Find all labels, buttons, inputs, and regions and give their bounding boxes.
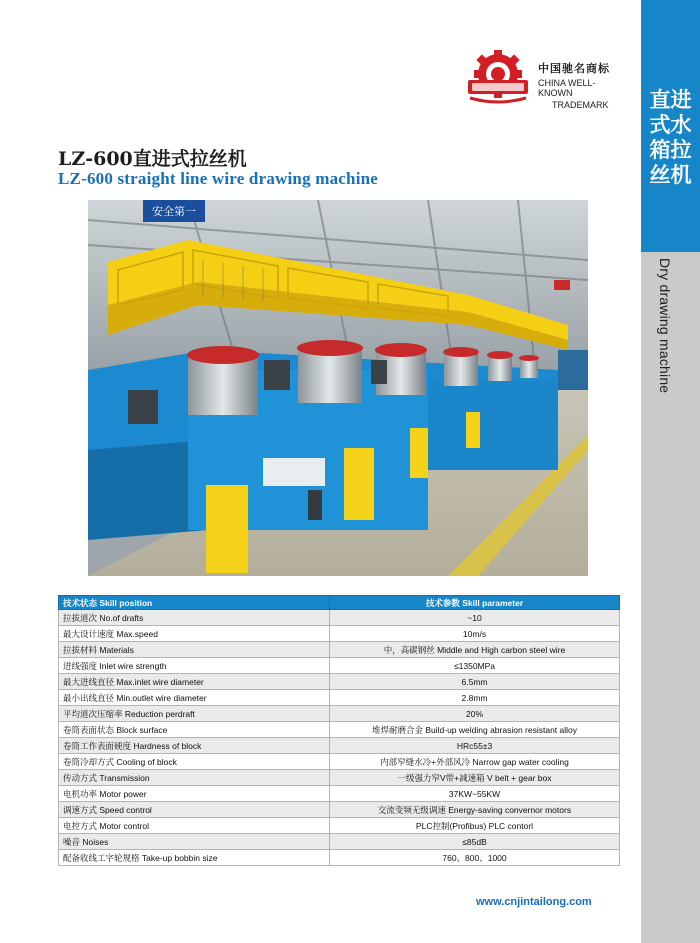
trademark-emblem-icon bbox=[466, 50, 530, 106]
side-title-cn: 直进式水箱拉丝机 bbox=[649, 88, 692, 187]
row-label: 噪音 Noises bbox=[59, 834, 330, 850]
row-value: 10m/s bbox=[330, 626, 620, 642]
table-row bbox=[59, 706, 620, 722]
row-value: PLC控制(Profibus) PLC contorl bbox=[330, 818, 620, 834]
table-row bbox=[59, 754, 620, 770]
logo-name-cn: 中国驰名商标 bbox=[538, 63, 610, 75]
row-label: 进线强度 Inlet wire strength bbox=[59, 658, 330, 674]
page-title-en: LZ-600 straight line wire drawing machine bbox=[58, 169, 379, 188]
table-row bbox=[59, 690, 620, 706]
row-value: 交流变频无级调速 Energy-saving convernor motors bbox=[330, 802, 620, 818]
page-title-cn: LZ-600直进式拉丝机 bbox=[58, 148, 247, 170]
row-value: 20% bbox=[330, 706, 620, 722]
row-value: ≤85dB bbox=[330, 834, 620, 850]
row-label: 电机功率 Motor power bbox=[59, 786, 330, 802]
row-value: 6.5mm bbox=[330, 674, 620, 690]
row-label: 最大进线直径 Max.inlet wire diameter bbox=[59, 674, 330, 690]
row-value: 37KW~55KW bbox=[330, 786, 620, 802]
row-label: 平均道次压缩率 Reduction perdraft bbox=[59, 706, 330, 722]
row-label: 拉拔材料 Materials bbox=[59, 642, 330, 658]
row-value: 2.8mm bbox=[330, 690, 620, 706]
table-row bbox=[59, 770, 620, 786]
header-skill-position: 技术状态 Skill position bbox=[59, 596, 330, 610]
table-row bbox=[59, 738, 620, 754]
machine-photo bbox=[88, 200, 588, 576]
row-value: 中，高碳钢丝 Middle and High carbon steel wire bbox=[330, 642, 620, 658]
table-row bbox=[59, 610, 620, 626]
row-value: ≤1350MPa bbox=[330, 658, 620, 674]
table-row bbox=[59, 658, 620, 674]
machine-illustration bbox=[88, 200, 588, 576]
row-label: 拉拔道次 No.of drafts bbox=[59, 610, 330, 626]
spec-table-header bbox=[59, 596, 620, 610]
row-label: 调速方式 Speed control bbox=[59, 802, 330, 818]
safety-sign-text: 安全第一 bbox=[152, 205, 196, 218]
logo-name-en-2: TRADEMARK bbox=[552, 100, 609, 110]
row-label: 最小出线直径 Min.outlet wire diameter bbox=[59, 690, 330, 706]
table-row bbox=[59, 834, 620, 850]
row-label: 电控方式 Motor control bbox=[59, 818, 330, 834]
row-value: HRc55±3 bbox=[330, 738, 620, 754]
row-value: 内部窄缝水冷+外部风冷 Narrow gap water cooling bbox=[330, 754, 620, 770]
side-title-en: Dry drawing machine bbox=[657, 258, 673, 394]
row-label: 最大设计速度 Max.speed bbox=[59, 626, 330, 642]
row-label: 配备收线工字轮规格 Take-up bobbin size bbox=[59, 850, 330, 866]
table-row bbox=[59, 802, 620, 818]
logo-text bbox=[538, 60, 616, 110]
row-value: 堆焊耐磨合金 Build-up welding abrasion resistant alloy bbox=[330, 722, 620, 738]
header-skill-parameter: 技术参数 Skill parameter bbox=[330, 596, 620, 610]
table-row bbox=[59, 674, 620, 690]
side-band bbox=[641, 0, 700, 943]
website-link[interactable]: www.cnjintailong.com bbox=[476, 896, 592, 908]
logo-name-en-1: CHINA WELL-KNOWN bbox=[538, 78, 596, 98]
row-label: 卷筒工作表面硬度 Hardness of block bbox=[59, 738, 330, 754]
side-band-title-block bbox=[641, 0, 700, 252]
row-label: 卷筒冷却方式 Cooling of block bbox=[59, 754, 330, 770]
brand-logo bbox=[466, 50, 616, 120]
table-row bbox=[59, 818, 620, 834]
row-label: 卷筒表面状态 Block surface bbox=[59, 722, 330, 738]
table-row bbox=[59, 722, 620, 738]
table-row bbox=[59, 642, 620, 658]
table-row bbox=[59, 626, 620, 642]
row-value: 760、800、1000 bbox=[330, 850, 620, 866]
row-label: 传动方式 Transmission bbox=[59, 770, 330, 786]
table-row bbox=[59, 850, 620, 866]
row-value: ~10 bbox=[330, 610, 620, 626]
spec-table bbox=[58, 595, 620, 866]
row-value: 一级强力窄V带+减速箱 V belt + gear box bbox=[330, 770, 620, 786]
table-row bbox=[59, 786, 620, 802]
